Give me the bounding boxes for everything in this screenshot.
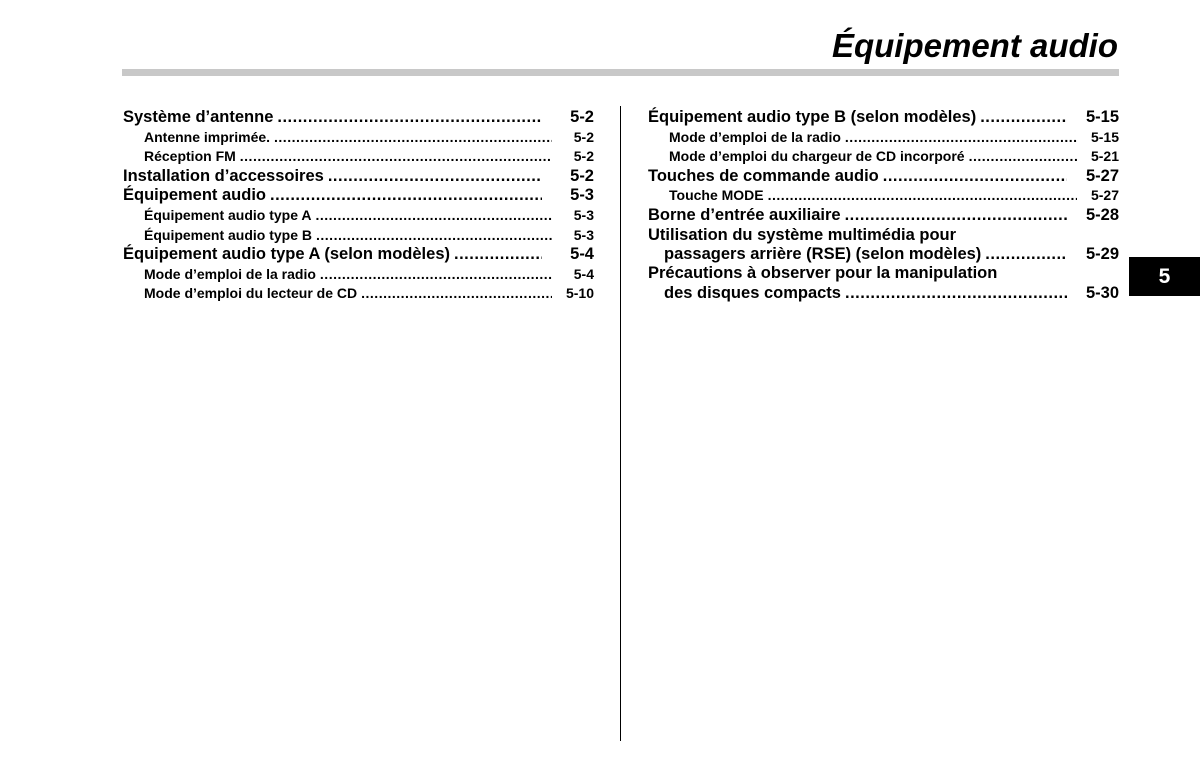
toc-left-column [123, 108, 594, 304]
toc-entry-page: 5-2 [570, 166, 594, 185]
toc-subentry[interactable] [123, 265, 594, 285]
toc-subentry[interactable] [123, 284, 594, 304]
toc-entry-page: 5-27 [1085, 166, 1119, 185]
column-divider [620, 106, 621, 741]
toc-entry-page: 5-3 [570, 186, 594, 205]
toc-entry-label: Équipement audio type B (selon modèles) [648, 108, 977, 126]
toc-leader-dots [316, 226, 552, 246]
toc-right-column [648, 108, 1119, 303]
toc-entry-page: 5-21 [1090, 148, 1119, 165]
toc-entry-page: 5-28 [1085, 205, 1119, 224]
toc-entry-first-line[interactable] [648, 226, 1119, 245]
toc-entry-page: 5-3 [573, 226, 594, 243]
toc-entry-page: 5-2 [570, 108, 594, 126]
toc-leader-dots [361, 284, 552, 304]
toc-entry-page: 5-29 [1085, 244, 1119, 263]
toc-entry-label: Antenne imprimée. [144, 128, 271, 145]
toc-entry-page: 5-30 [1085, 283, 1119, 302]
toc-entry-label: Équipement audio type A (selon modèles) [123, 245, 450, 264]
toc-entry-label: des disques compacts [664, 283, 841, 302]
toc-leader-dots [980, 108, 1067, 128]
chapter-tab: 5 [1129, 257, 1200, 296]
toc-subentry[interactable] [648, 147, 1119, 167]
toc-leader-dots [845, 284, 1067, 303]
toc-entry[interactable] [648, 108, 1119, 128]
toc-subentry[interactable] [123, 128, 594, 148]
toc-leader-dots [328, 167, 542, 187]
toc-entry-continuation[interactable] [648, 245, 1119, 264]
toc-entry-label: Mode d’emploi du lecteur de CD [144, 285, 358, 302]
toc-entry-page: 5-2 [573, 128, 594, 145]
toc-subentry[interactable] [123, 226, 594, 246]
toc-leader-dots [845, 128, 1077, 148]
toc-entry[interactable] [123, 245, 594, 265]
toc-entry-label: Système d’antenne [123, 108, 274, 126]
toc-entry[interactable] [648, 167, 1119, 187]
toc-entry-label: Réception FM [144, 148, 236, 165]
toc-entry-label: Précautions à observer pour la manipulation [648, 264, 998, 283]
toc-leader-dots [454, 245, 542, 265]
toc-entry[interactable] [123, 108, 594, 128]
toc-entry-label: Équipement audio [123, 186, 267, 205]
toc-subentry[interactable] [648, 186, 1119, 206]
toc-entry-label: Équipement audio type B [144, 226, 313, 243]
toc-entry-page: 5-3 [573, 206, 594, 223]
toc-entry-first-line[interactable] [648, 264, 1119, 283]
toc-entry-continuation[interactable] [648, 284, 1119, 303]
toc-leader-dots [277, 108, 542, 128]
toc-leader-dots [883, 167, 1067, 187]
toc-entry[interactable] [648, 206, 1119, 226]
toc-entry-page: 5-15 [1085, 108, 1119, 126]
toc-entry-label: Mode d’emploi de la radio [669, 128, 841, 145]
toc-entry-label: passagers arrière (RSE) (selon modèles) [664, 244, 982, 263]
toc-entry[interactable] [123, 167, 594, 187]
toc-entry-label: Installation d’accessoires [123, 166, 324, 185]
toc-entry-label: Mode d’emploi du chargeur de CD incorporé [669, 148, 965, 165]
toc-entry-label: Équipement audio type A [144, 206, 312, 223]
toc-leader-dots [316, 206, 553, 226]
toc-entry-page: 5-10 [565, 285, 594, 302]
toc-entry-label: Utilisation du système multimédia pour [648, 225, 957, 244]
toc-entry-page: 5-15 [1090, 128, 1119, 145]
toc-leader-dots [270, 186, 542, 206]
toc-entry[interactable] [123, 186, 594, 206]
toc-leader-dots [985, 245, 1067, 264]
toc-leader-dots [969, 147, 1077, 167]
toc-entry-page: 5-4 [570, 245, 594, 264]
toc-leader-dots [768, 186, 1077, 206]
toc-leader-dots [240, 147, 552, 167]
toc-entry-label: Touche MODE [669, 187, 764, 204]
toc-subentry[interactable] [648, 128, 1119, 148]
title-rule [122, 69, 1119, 76]
toc-leader-dots [274, 128, 552, 148]
toc-entry-label: Touches de commande audio [648, 166, 879, 185]
toc-entry-page: 5-4 [573, 265, 594, 282]
toc-leader-dots [320, 265, 552, 285]
page-title: Équipement audio [831, 27, 1118, 64]
toc-leader-dots [845, 206, 1067, 226]
toc-entry-label: Mode d’emploi de la radio [144, 265, 316, 282]
toc-entry-page: 5-2 [573, 148, 594, 165]
toc-subentry[interactable] [123, 147, 594, 167]
toc-entry-page: 5-27 [1090, 187, 1119, 204]
toc-entry-label: Borne d’entrée auxiliaire [648, 205, 841, 224]
toc-subentry[interactable] [123, 206, 594, 226]
